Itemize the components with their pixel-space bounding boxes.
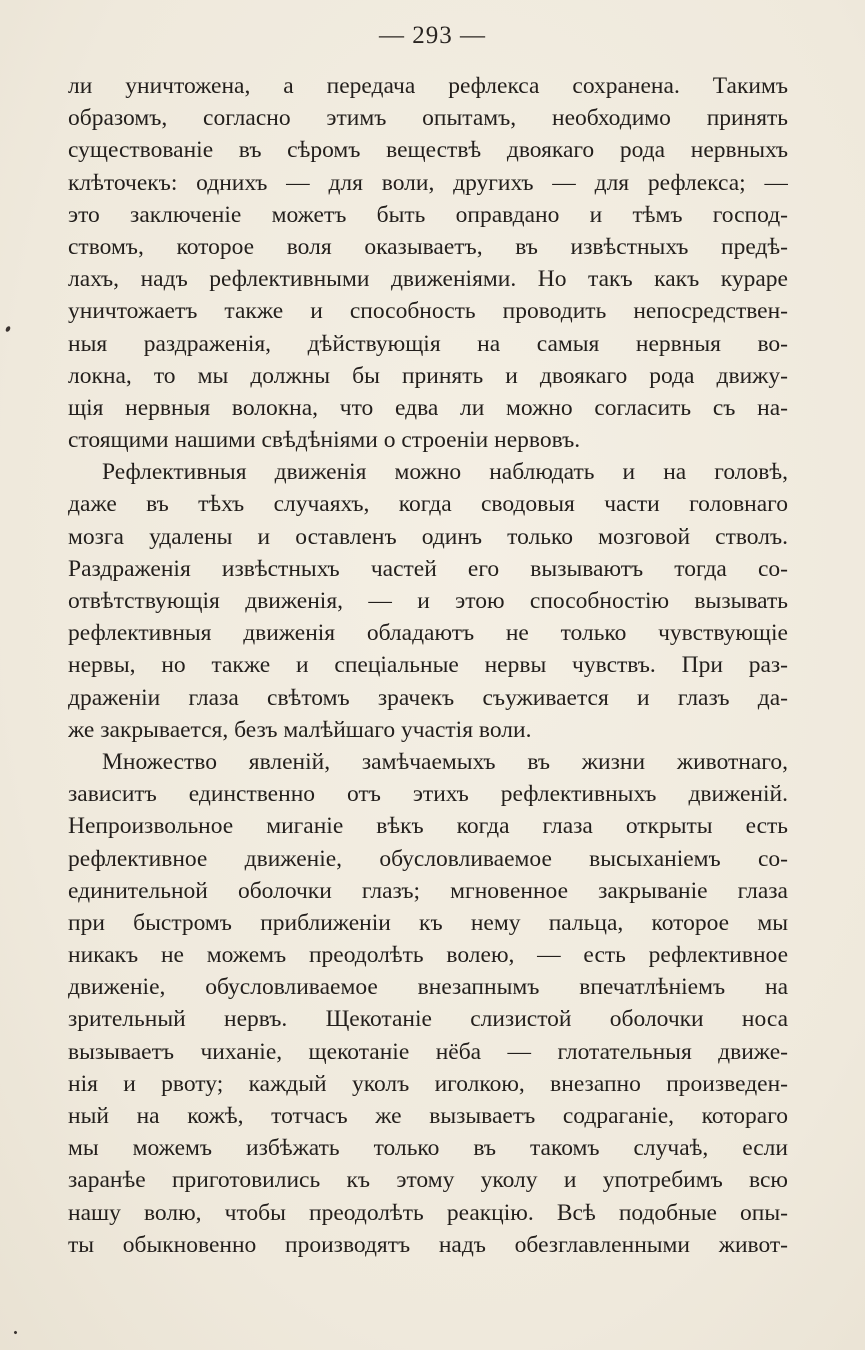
text-line: рефлективныя движенія обладаютъ не только чувствующіе (68, 620, 788, 647)
text-line: мы можемъ избѣжать только въ такомъ случаѣ, если (68, 1135, 788, 1162)
text-line: ли уничтожена, а передача рефлекса сохранена. Такимъ (68, 73, 788, 99)
text-line: драженіи глаза свѣтомъ зрачекъ съуживается и глазъ да- (68, 684, 788, 711)
text-line: стоящими нашими свѣдѣніями о строеніи нервовъ. (68, 427, 581, 454)
text-line: же закрывается, безъ малѣйшаго участія воли. (68, 716, 532, 743)
text-line: нервы, но также и спеціальные нервы чувствъ. При раз- (68, 652, 788, 679)
text-line: Множество явленій, замѣчаемыхъ въ жизни животнаго, (102, 748, 788, 775)
text-line: отвѣтствующія движенія, — и этою способностію вызывать (68, 588, 788, 614)
text-line: ный на кожѣ, тотчасъ же вызываетъ содраганіе, котораго (68, 1103, 788, 1129)
text-line: зрительный нервъ. Щекотаніе слизистой оболочки носа (68, 1006, 788, 1033)
text-line: мозга удалены и оставленъ одинъ только мозговой стволъ. (68, 523, 788, 550)
text-line: при быстромъ приближеніи къ нему пальца, которое мы (68, 909, 788, 936)
text-line: заранѣе приготовились къ этому уколу и употребимъ всю (68, 1167, 788, 1194)
text-line: рефлективное движеніе, обусловливаемое высыханіемъ со- (68, 845, 788, 872)
text-line: даже въ тѣхъ случаяхъ, когда сводовыя части головнаго (68, 491, 788, 518)
text-line: образомъ, согласно этимъ опытамъ, необходимо принять (68, 105, 788, 132)
text-line: Непроизвольное миганіе вѣкъ когда глаза открыты есть (68, 813, 788, 840)
paragraph (68, 70, 788, 456)
text-line: уничтожаетъ также и способность проводить непосредствен- (68, 298, 788, 325)
paragraph (68, 456, 788, 746)
text-line: движеніе, обусловливаемое внезапнымъ впечатлѣніемъ на (68, 974, 788, 1001)
text-line: лахъ, надъ рефлективными движеніями. Но такъ какъ кураре (68, 266, 788, 293)
text-line: Раздраженія извѣстныхъ частей его вызываютъ тогда со- (68, 555, 788, 582)
text-line: единительной оболочки глазъ; мгновенное закрываніе глаза (68, 877, 788, 904)
paragraph (68, 746, 788, 1261)
text-line: щія нервныя волокна, что едва ли можно согласить съ на- (68, 394, 788, 421)
text-line: никакъ не можемъ преодолѣть волею, — есть рефлективное (68, 942, 788, 969)
text-line: ствомъ, которое воля оказываетъ, въ извѣстныхъ предѣ- (68, 233, 788, 260)
text-line: ты обыкновенно производятъ надъ обезглавленными живот- (68, 1231, 788, 1258)
text-line: нашу волю, чтобы преодолѣть реакцію. Всѣ подобные опы- (68, 1199, 788, 1226)
text-line: локна, то мы должны бы принять и двоякаго рода движу- (68, 362, 788, 389)
ink-speck (13, 1330, 17, 1334)
page-number: — 293 — (379, 22, 486, 49)
text-line: ныя раздраженія, дѣйствующія на самыя нервныя во- (68, 330, 788, 357)
text-line: Рефлективныя движенія можно наблюдать и на головѣ, (102, 459, 788, 486)
text-line: зависитъ единственно отъ этихъ рефлективныхъ движеній. (68, 781, 788, 808)
ink-speck (5, 325, 11, 332)
text-line: вызываетъ чиханіе, щекотаніе нёба — глотательныя движе- (68, 1038, 788, 1065)
text-line: клѣточекъ: однихъ — для воли, другихъ — для рефлекса; — (68, 169, 788, 196)
text-line: это заключеніе можетъ быть оправдано и тѣмъ господ- (68, 201, 788, 228)
body-text (68, 70, 788, 1261)
text-line: нія и рвоту; каждый уколъ иголкою, внезапно произведен- (68, 1070, 788, 1097)
text-line: существованіе въ сѣромъ веществѣ двоякаго рода нервныхъ (68, 137, 788, 164)
